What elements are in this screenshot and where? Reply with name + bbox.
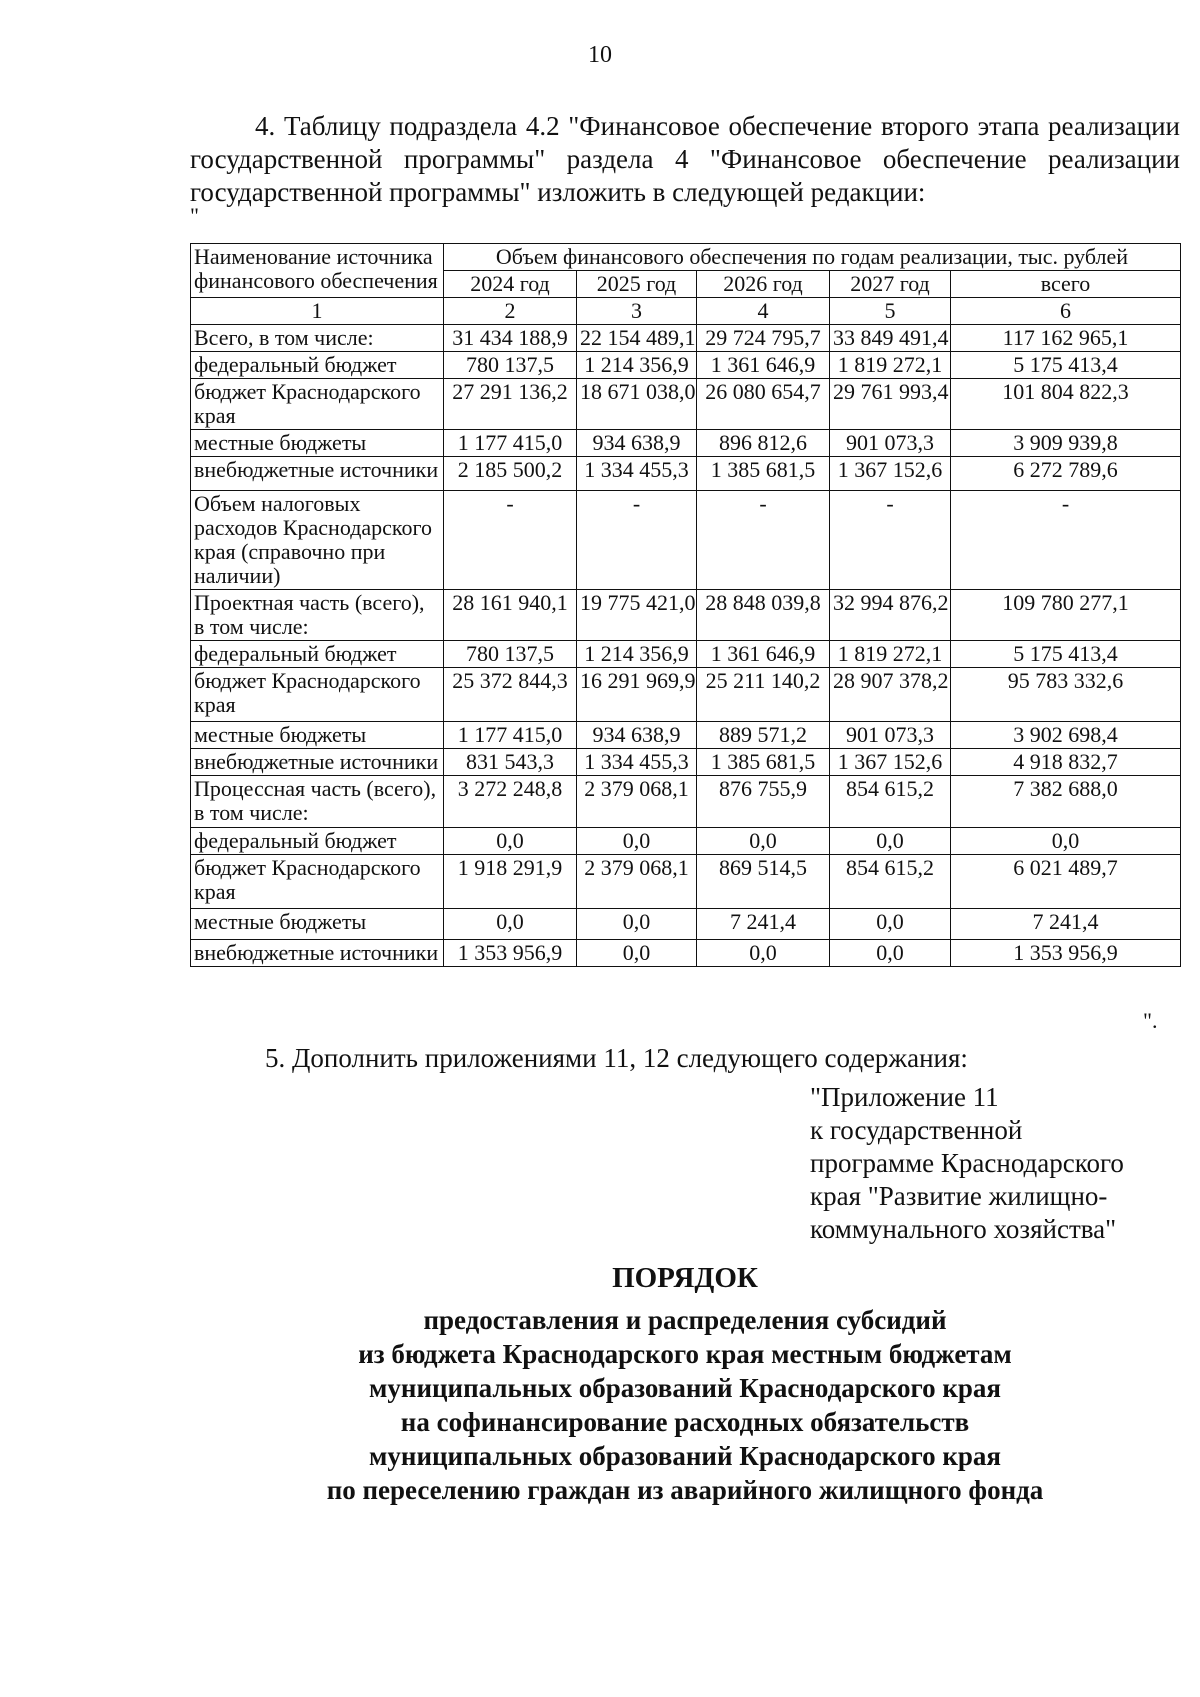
- table-row: [191, 940, 1181, 967]
- table-row: [191, 491, 1181, 590]
- subtitle-line: на софинансирование расходных обязательств: [400, 1407, 970, 1437]
- row-value: 22 154 489,1: [577, 325, 697, 352]
- appendix-line: края "Развитие жилищно-: [810, 1181, 1108, 1211]
- column-number: 5: [830, 298, 951, 325]
- table-row: [191, 325, 1181, 352]
- row-value: 3 902 698,4: [951, 722, 1181, 749]
- row-value: 4 918 832,7: [951, 749, 1181, 776]
- row-value: 1 367 152,6: [830, 457, 951, 491]
- document-title: ПОРЯДОК: [612, 1262, 758, 1294]
- row-value: 6 272 789,6: [951, 457, 1181, 491]
- subtitle-line: по переселению граждан из аварийного жилищного фонда: [326, 1475, 1044, 1505]
- intro-paragraph: [190, 110, 1180, 209]
- header-source: Наименование источника финансового обеспечения: [191, 244, 444, 298]
- row-value: 7 241,4: [697, 909, 830, 940]
- row-value: 0,0: [577, 940, 697, 967]
- row-value: 27 291 136,2: [444, 379, 577, 430]
- row-value: 0,0: [697, 940, 830, 967]
- table-header-row: [191, 244, 1181, 271]
- row-value: 1 819 272,1: [830, 352, 951, 379]
- row-value: -: [697, 491, 830, 590]
- row-value: 896 812,6: [697, 430, 830, 457]
- row-source-name: федеральный бюджет: [191, 641, 444, 668]
- row-value: 28 907 378,2: [830, 668, 951, 722]
- row-value: 1 361 646,9: [697, 641, 830, 668]
- row-value: 1 361 646,9: [697, 352, 830, 379]
- table-row: [191, 457, 1181, 491]
- row-value: 1 334 455,3: [577, 457, 697, 491]
- table-row: [191, 749, 1181, 776]
- row-value: 901 073,3: [830, 722, 951, 749]
- row-value: 2 185 500,2: [444, 457, 577, 491]
- row-value: 869 514,5: [697, 855, 830, 909]
- table-row: [191, 641, 1181, 668]
- row-value: 109 780 277,1: [951, 590, 1181, 641]
- header-year-2025: 2025 год: [577, 271, 697, 298]
- row-value: 95 783 332,6: [951, 668, 1181, 722]
- row-source-name: внебюджетные источники: [191, 940, 444, 967]
- row-value: 0,0: [444, 909, 577, 940]
- row-value: 780 137,5: [444, 352, 577, 379]
- row-value: 117 162 965,1: [951, 325, 1181, 352]
- financing-table: [190, 243, 1181, 967]
- row-value: 28 161 940,1: [444, 590, 577, 641]
- row-source-name: бюджет Краснодарского края: [191, 855, 444, 909]
- column-number: 3: [577, 298, 697, 325]
- row-value: 2 379 068,1: [577, 776, 697, 828]
- row-value: 31 434 188,9: [444, 325, 577, 352]
- row-value: 1 819 272,1: [830, 641, 951, 668]
- row-value: -: [577, 491, 697, 590]
- row-source-name: Объем налоговых расходов Краснодарского края (справочно при наличии): [191, 491, 444, 590]
- table-row: [191, 855, 1181, 909]
- document-subtitle: [190, 1303, 1180, 1507]
- row-source-name: Процессная часть (всего), в том числе:: [191, 776, 444, 828]
- row-value: 25 211 140,2: [697, 668, 830, 722]
- appendix-line: к государственной: [810, 1115, 1023, 1145]
- subtitle-line: муниципальных образований Краснодарского края: [369, 1373, 1001, 1403]
- row-value: 7 241,4: [951, 909, 1181, 940]
- row-value: -: [444, 491, 577, 590]
- table-row: [191, 430, 1181, 457]
- row-value: 901 073,3: [830, 430, 951, 457]
- row-source-name: Проектная часть (всего), в том числе:: [191, 590, 444, 641]
- appendix-line: коммунального хозяйства": [810, 1214, 1117, 1244]
- column-number: 6: [951, 298, 1181, 325]
- row-value: 7 382 688,0: [951, 776, 1181, 828]
- table-column-number-row: [191, 298, 1181, 325]
- row-value: 25 372 844,3: [444, 668, 577, 722]
- row-value: 3 909 939,8: [951, 430, 1181, 457]
- appendix-caption: [810, 1081, 1180, 1246]
- row-value: 934 638,9: [577, 430, 697, 457]
- table-row: [191, 590, 1181, 641]
- row-value: 101 804 822,3: [951, 379, 1181, 430]
- table-row: [191, 776, 1181, 828]
- header-total: всего: [951, 271, 1181, 298]
- item-5-paragraph: 5. Дополнить приложениями 11, 12 следующего содержания:: [265, 1043, 968, 1073]
- appendix-line: "Приложение 11: [810, 1082, 999, 1112]
- row-value: 6 021 489,7: [951, 855, 1181, 909]
- row-value: 19 775 421,0: [577, 590, 697, 641]
- row-source-name: внебюджетные источники: [191, 749, 444, 776]
- row-value: 1 214 356,9: [577, 352, 697, 379]
- row-value: 1 177 415,0: [444, 722, 577, 749]
- row-value: 5 175 413,4: [951, 352, 1181, 379]
- row-value: 1 385 681,5: [697, 457, 830, 491]
- row-value: 854 615,2: [830, 776, 951, 828]
- row-value: 1 353 956,9: [444, 940, 577, 967]
- row-value: 16 291 969,9: [577, 668, 697, 722]
- row-value: 26 080 654,7: [697, 379, 830, 430]
- row-source-name: федеральный бюджет: [191, 828, 444, 855]
- intro-text: 4. Таблицу подраздела 4.2 "Финансовое обеспечение второго этапа реализации государственной программы" раздела 4 "Финансовое обеспечение реализации государственной программы" изложить в следующей редакции:: [190, 111, 1180, 207]
- row-value: 2 379 068,1: [577, 855, 697, 909]
- closing-quote-mark: ".: [1143, 1008, 1158, 1033]
- appendix-line: программе Краснодарского: [810, 1148, 1124, 1178]
- row-value: 1 334 455,3: [577, 749, 697, 776]
- table-row: [191, 668, 1181, 722]
- row-value: 0,0: [830, 828, 951, 855]
- header-year-2024: 2024 год: [444, 271, 577, 298]
- row-source-name: местные бюджеты: [191, 909, 444, 940]
- row-value: 29 761 993,4: [830, 379, 951, 430]
- table-row: [191, 722, 1181, 749]
- row-source-name: бюджет Краснодарского края: [191, 379, 444, 430]
- row-value: 29 724 795,7: [697, 325, 830, 352]
- row-value: 831 543,3: [444, 749, 577, 776]
- row-value: 1 918 291,9: [444, 855, 577, 909]
- row-value: 934 638,9: [577, 722, 697, 749]
- row-value: 0,0: [444, 828, 577, 855]
- row-value: 889 571,2: [697, 722, 830, 749]
- row-value: 0,0: [577, 909, 697, 940]
- subtitle-line: из бюджета Краснодарского края местным бюджетам: [358, 1339, 1012, 1369]
- subtitle-line: муниципальных образований Краснодарского края: [369, 1441, 1001, 1471]
- table-row: [191, 909, 1181, 940]
- row-value: 1 177 415,0: [444, 430, 577, 457]
- row-value: 33 849 491,4: [830, 325, 951, 352]
- row-value: -: [830, 491, 951, 590]
- header-year-2026: 2026 год: [697, 271, 830, 298]
- row-value: 18 671 038,0: [577, 379, 697, 430]
- row-source-name: местные бюджеты: [191, 430, 444, 457]
- row-source-name: Всего, в том числе:: [191, 325, 444, 352]
- row-value: 0,0: [577, 828, 697, 855]
- row-value: 876 755,9: [697, 776, 830, 828]
- row-value: 1 353 956,9: [951, 940, 1181, 967]
- row-source-name: бюджет Краснодарского края: [191, 668, 444, 722]
- row-source-name: федеральный бюджет: [191, 352, 444, 379]
- row-value: 0,0: [697, 828, 830, 855]
- row-value: 0,0: [830, 909, 951, 940]
- header-year-2027: 2027 год: [830, 271, 951, 298]
- row-value: 780 137,5: [444, 641, 577, 668]
- table-row: [191, 379, 1181, 430]
- table-row: [191, 352, 1181, 379]
- subtitle-line: предоставления и распределения субсидий: [423, 1305, 947, 1335]
- row-value: -: [951, 491, 1181, 590]
- column-number: 2: [444, 298, 577, 325]
- row-value: 0,0: [951, 828, 1181, 855]
- row-source-name: местные бюджеты: [191, 722, 444, 749]
- row-value: 1 214 356,9: [577, 641, 697, 668]
- column-number: 1: [191, 298, 444, 325]
- row-value: 3 272 248,8: [444, 776, 577, 828]
- row-value: 1 367 152,6: [830, 749, 951, 776]
- row-value: 0,0: [830, 940, 951, 967]
- row-value: 1 385 681,5: [697, 749, 830, 776]
- column-number: 4: [697, 298, 830, 325]
- table-row: [191, 828, 1181, 855]
- row-value: 5 175 413,4: [951, 641, 1181, 668]
- row-value: 32 994 876,2: [830, 590, 951, 641]
- row-source-name: внебюджетные источники: [191, 457, 444, 491]
- opening-quote-mark: ": [190, 203, 199, 228]
- row-value: 28 848 039,8: [697, 590, 830, 641]
- row-value: 854 615,2: [830, 855, 951, 909]
- page-number: 10: [588, 42, 612, 68]
- header-volume: Объем финансового обеспечения по годам реализации, тыс. рублей: [444, 244, 1181, 271]
